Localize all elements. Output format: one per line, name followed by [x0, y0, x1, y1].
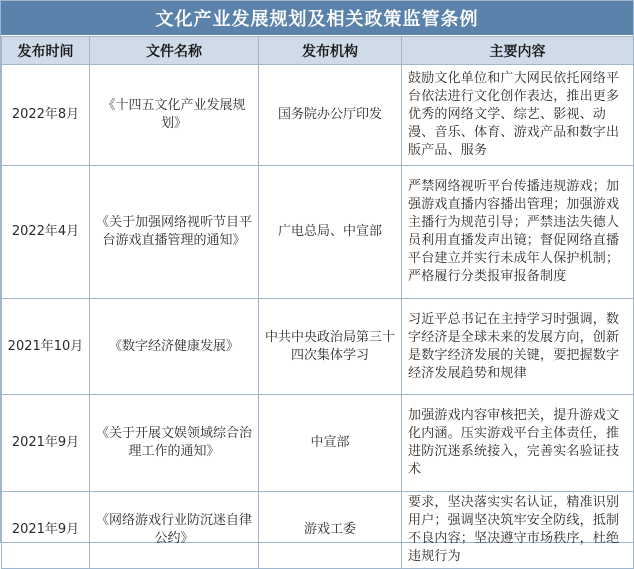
- cell-date: 2022年4月: [2, 166, 90, 299]
- cell-name: 《关于加强网络视听节目平台游戏直播管理的通知》: [90, 166, 259, 299]
- table-row: [2, 65, 634, 166]
- cell-org: 游戏工委: [259, 492, 402, 569]
- cell-content-text: 要求，坚决落实实名认证，精准识别用户；强调坚决筑牢安全防线，抵制不良内容；坚决遵守市场秩序，杜绝违规行为: [408, 495, 620, 564]
- header-name: 文件名称: [90, 37, 259, 65]
- cell-content-text: 习近平总书记在主持学习时强调，数字经济是全球未来的发展方向，创新是数字经济发展的关键，要把握数字经济发展趋势和规律: [408, 311, 620, 381]
- cell-org: 中共中央政治局第三十四次集体学习: [259, 299, 402, 395]
- header-date: 发布时间: [2, 37, 90, 65]
- table-title: 文化产业发展规划及相关政策监管条例: [1, 1, 633, 36]
- cell-date: 2021年10月: [2, 299, 90, 395]
- cell-name: 《数字经济健康发展》: [90, 299, 259, 395]
- table-header-row: [2, 37, 634, 65]
- cell-date: 2022年8月: [2, 65, 90, 166]
- table-row: [2, 299, 634, 395]
- cell-content-text: 鼓励文化单位和广大网民依托网络平台依法进行文化创作表达，推出更多优秀的网络文学、综艺、影视、动漫、音乐、体育、游戏产品和数字出版产品、服务: [408, 71, 620, 158]
- cell-name: 《关于开展文娱领域综合治理工作的通知》: [90, 395, 259, 492]
- cell-date: 2021年9月: [2, 492, 90, 569]
- policy-table: [1, 36, 634, 569]
- cell-content: [402, 395, 634, 492]
- cell-content-text: 严禁网络视听平台传播违规游戏；加强游戏直播内容播出管理；加强游戏主播行为规范引导；严禁违法失德人员利用直播发声出镜；督促网络直播平台建立并实行未成年人保护机制；严格履行分类报审报备制度: [408, 179, 620, 284]
- table-row: [2, 395, 634, 492]
- header-org: 发布机构: [259, 37, 402, 65]
- header-content: 主要内容: [402, 37, 634, 65]
- cell-content-text: 加强游戏内容审核把关，提升游戏文化内涵。压实游戏平台主体责任，推进防沉迷系统接入，完善实名验证技术: [408, 408, 620, 477]
- cell-content: [402, 299, 634, 395]
- cell-date: 2021年9月: [2, 395, 90, 492]
- cell-content: [402, 492, 634, 569]
- cell-name: 《十四五文化产业发展规划》: [90, 65, 259, 166]
- table-row: [2, 166, 634, 299]
- cell-content: [402, 65, 634, 166]
- table-row: [2, 492, 634, 569]
- cell-org: 中宣部: [259, 395, 402, 492]
- cell-content: [402, 166, 634, 299]
- cell-org: 国务院办公厅印发: [259, 65, 402, 166]
- cell-name: 《网络游戏行业防沉迷自律公约》: [90, 492, 259, 569]
- cell-org: 广电总局、中宣部: [259, 166, 402, 299]
